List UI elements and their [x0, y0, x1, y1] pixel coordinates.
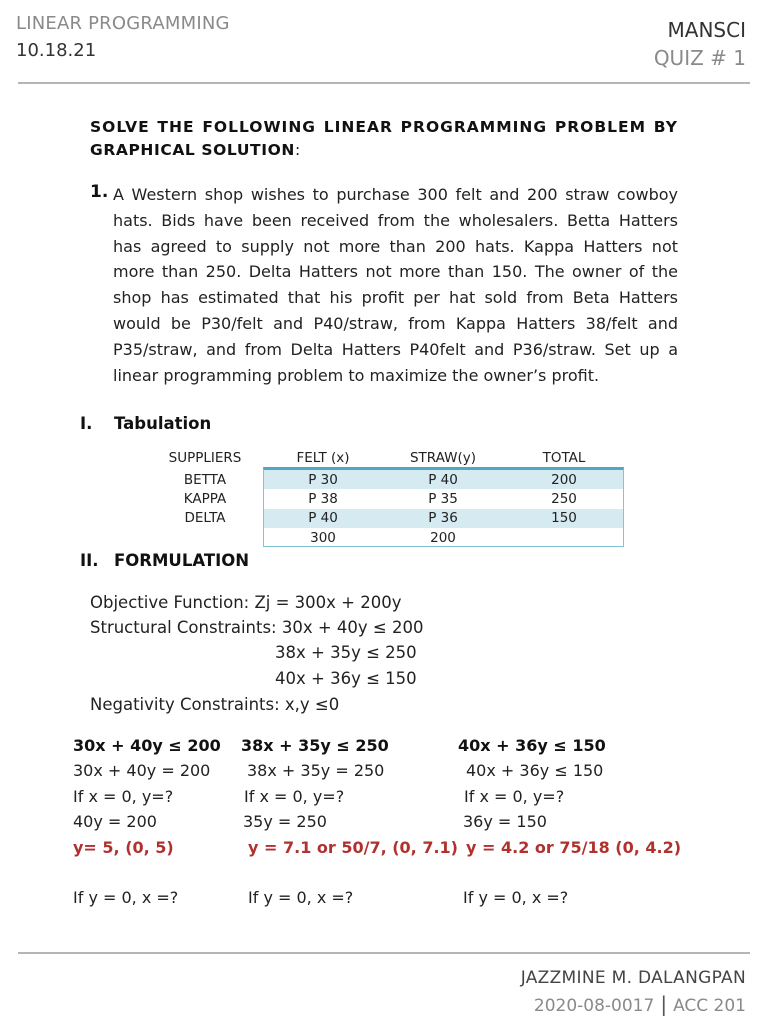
table-cell-felt: P 40 [308, 510, 338, 526]
column-line: 38x + 35y = 250 [247, 761, 385, 780]
negativity-constraint: Negativity Constraints: x,y ≤0 [90, 695, 340, 714]
student-id: 2020-08-0017 [533, 996, 655, 1016]
instruction-line-1: SOLVE THE FOLLOWING LINEAR PROGRAMMING PROBLEM BY [90, 118, 678, 136]
column-line: If y = 0, x =? [248, 888, 354, 907]
table-cell-felt: P 38 [308, 491, 338, 507]
column-line: 40x + 36y ≤ 150 [466, 761, 604, 780]
objective-function: Objective Function: Zj = 300x + 200y [90, 593, 402, 612]
section-1-label: Tabulation [114, 414, 212, 433]
subject-title: LINEAR PROGRAMMING [16, 13, 230, 34]
column-line: If x = 0, y=? [244, 787, 345, 806]
column-line: 35y = 250 [243, 812, 327, 831]
table-cell-straw: P 36 [428, 510, 458, 526]
column-result: y = 4.2 or 75/18 (0, 4.2) [466, 838, 682, 857]
table-cell-straw: P 40 [428, 472, 458, 488]
instruction-line-2-text: GRAPHICAL SOLUTION [90, 141, 295, 159]
table-header-felt: FELT (x) [296, 450, 350, 466]
section-1-number: I. [80, 414, 93, 433]
column-line: 30x + 40y = 200 [73, 761, 211, 780]
section-2-label: FORMULATION [114, 551, 250, 570]
column-line: If x = 0, y=? [464, 787, 565, 806]
column-line: If x = 0, y=? [73, 787, 174, 806]
table-cell-total: 250 [551, 491, 577, 507]
column-result: y = 7.1 or 50/7, (0, 7.1) [248, 838, 458, 857]
question-number: 1. [90, 182, 109, 202]
instruction-line-2 [90, 139, 301, 162]
header-divider [18, 82, 750, 84]
table-cell-supplier: KAPPA [183, 491, 227, 507]
table-cell-supplier: DELTA [184, 510, 226, 526]
class-code: ACC 201 [673, 996, 746, 1016]
student-info [534, 992, 746, 1016]
document-date: 10.18.21 [16, 40, 97, 61]
table-cell-total: 150 [551, 510, 577, 526]
table-cell-total: 200 [551, 472, 577, 488]
column-result: y= 5, (0, 5) [73, 838, 174, 857]
table-cell-felt: P 30 [308, 472, 338, 488]
structural-constraint-2: 38x + 35y ≤ 250 [275, 643, 417, 662]
instruction-colon: : [294, 141, 301, 159]
table-total-felt: 300 [310, 530, 336, 546]
table-header-total: TOTAL [542, 450, 586, 466]
column-heading: 30x + 40y ≤ 200 [73, 736, 221, 755]
footer-divider [18, 952, 750, 954]
column-heading: 38x + 35y ≤ 250 [241, 736, 389, 755]
table-total-straw: 200 [430, 530, 456, 546]
table-header-straw: STRAW(y) [409, 450, 477, 466]
student-name: JAZZMINE M. DALANGPAN [520, 968, 746, 988]
column-line: 36y = 150 [463, 812, 547, 831]
column-line: If y = 0, x =? [463, 888, 569, 907]
table-header-suppliers: SUPPLIERS [168, 450, 242, 466]
quiz-label: QUIZ # 1 [653, 46, 746, 70]
column-line: If y = 0, x =? [73, 888, 179, 907]
question-text: A Western shop wishes to purchase 300 felt and 200 straw cowboy hats. Bids have been received from the wholesalers. Betta Hatters has agreed to supply not more than 200 hats. Kappa Hatters not more than 250. Delta Hatters not more than 150. The owner of the shop has estimated that his profit per hat sold from Beta Hatters would be P30/felt and P40/straw, from Kappa Hatters 38/felt and P35/straw, and from Delta Hatters P40felt and P36/straw. Set up a linear programming problem to maximize the owner’s profit. [113, 185, 678, 385]
section-2-number: II. [80, 551, 99, 570]
footer-separator: | [660, 992, 668, 1016]
table-cell-straw: P 35 [428, 491, 458, 507]
course-title: MANSCI [667, 18, 746, 42]
column-heading: 40x + 36y ≤ 150 [458, 736, 606, 755]
table-cell-supplier: BETTA [183, 472, 227, 488]
structural-constraint-1: Structural Constraints: 30x + 40y ≤ 200 [90, 618, 424, 637]
structural-constraint-3: 40x + 36y ≤ 150 [275, 669, 417, 688]
column-line: 40y = 200 [73, 812, 157, 831]
